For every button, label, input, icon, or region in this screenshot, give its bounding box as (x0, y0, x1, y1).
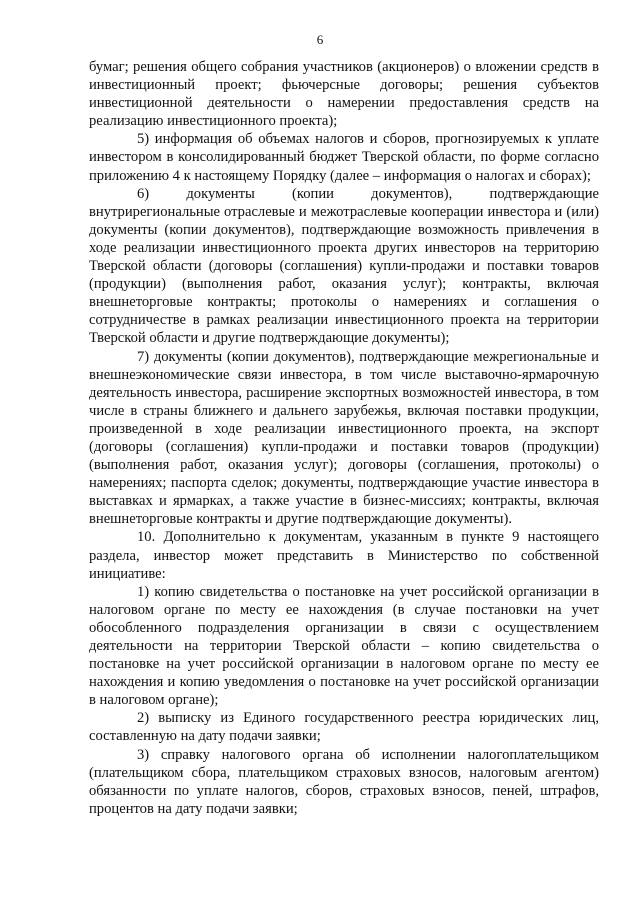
paragraph-section-10: 10. Дополнительно к документам, указанным в пункте 9 настоящего раздела, инвестор может представить в Министерство по собственной инициативе: (89, 529, 599, 582)
paragraph-subitem-2: 2) выписку из Единого государственного реестра юридических лиц, составленную на дату подачи заявки; (89, 710, 599, 745)
paragraph-item-5: 5) информация об объемах налогов и сборов, прогнозируемых к уплате инвестором в консолидированный бюджет Тверской области, по форме согласно приложению 4 к настоящему Порядку (далее – информация о налогах и сборах); (89, 131, 599, 184)
paragraph-subitem-3: 3) справку налогового органа об исполнении налогоплательщиком (плательщиком сбора, плательщиком страховых взносов, налоговым агентом) обязанности по уплате налогов, сборов, страховых взносов, пеней, штрафов, процентов на дату подачи заявки; (89, 746, 599, 817)
paragraph-subitem-1: 1) копию свидетельства о постановке на учет российской организации в налоговом органе по месту ее нахождения (в случае постановки на учет обособленного подразделения организации в связи с осуществлением деятельности на территории Тверской области – копию свидетельства о постановке на учет российской организации в налоговом органе по месту ее нахождения и копию уведомления о постановке на учет российской организации в налоговом органе); (89, 583, 599, 709)
document-body (89, 58, 599, 818)
paragraph-item-6: 6) документы (копии документов), подтверждающие внутрирегиональные отраслевые и межотраслевые кооперации инвестора и (или) документы (копии документов), подтверждающие возможность привлечения в ходе реализации инвестиционного проекта других инвесторов на территорию Тверской области (договоры (соглашения) купли-продажи и поставки товаров (продукции) (выполнения работ, оказания услуг); контракты, включая внешнеторговые контракты; протоколы о намерениях и соглашения о сотрудничестве в рамках реализации инвестиционного проекта на территории Тверской области и другие подтверждающие документы); (89, 185, 599, 347)
paragraph-continuation: бумаг; решения общего собрания участников (акционеров) о вложении средств в инвестиционный проект; фьючерсные договоры; решения субъектов инвестиционной деятельности о намерении предоставления средств на реализацию инвестиционного проекта); (89, 59, 599, 130)
paragraph-item-7: 7) документы (копии документов), подтверждающие межрегиональные и внешнеэкономические связи инвестора, в том числе выставочно-ярмарочную деятельность инвестора, расширение экспортных возможностей инвестора, в том числе в страны ближнего и дальнего зарубежья, включая поставки продукции, произведенной в ходе реализации инвестиционного проекта, на экспорт (договоры (соглашения) купли-продажи и поставки товаров (продукции) (выполнения работ, оказания услуг); договоры (соглашения, протоколы) о намерениях; паспорта сделок; документы, подтверждающие участие инвестора в выставках и ярмарках, а также участие в бизнес-миссиях; контракты, включая внешнеторговые контракты и другие подтверждающие документы). (89, 348, 599, 528)
page-number: 6 (316, 32, 324, 47)
